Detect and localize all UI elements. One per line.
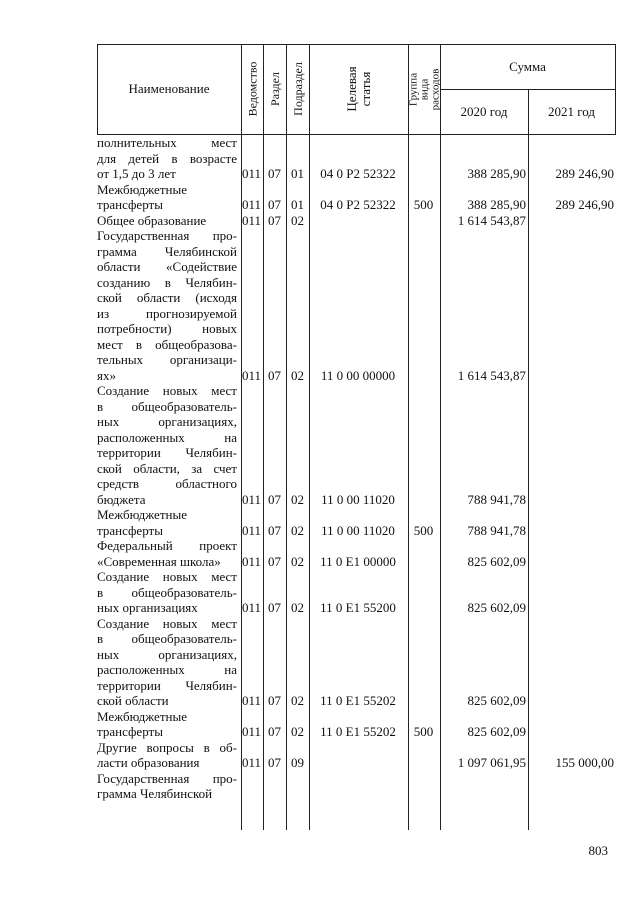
row-name-line: ской области (исходя [97, 290, 237, 305]
row-celevaya: 11 0 00 00000 [320, 367, 396, 383]
row-podrazdel: 02 [291, 367, 304, 383]
row-razdel: 07 [268, 212, 281, 228]
row-razdel: 07 [268, 600, 281, 615]
row-name-line: трансферты [97, 522, 163, 538]
table-row [97, 709, 615, 740]
row-name-line: Федеральный проект [97, 538, 237, 553]
row-name-line: Государственная про- [97, 228, 237, 243]
row-name-line: области «Содействие [97, 259, 237, 274]
row-name-line: ласти образования [97, 755, 200, 770]
row-name-line: Государственная про- [97, 770, 237, 786]
row-vedomstvo: 011 [241, 553, 262, 569]
table-row [97, 616, 615, 709]
row-name-line: ской области, за счет [97, 460, 237, 476]
row-sum-2020: 825 602,09 [467, 553, 526, 569]
row-name-line: расположенных на [97, 662, 237, 677]
row-name [97, 616, 237, 709]
row-name-line: Межбюджетные [97, 708, 187, 724]
header-podrazdel: Подраздел [291, 62, 306, 116]
row-name-line: потребности) новых [97, 321, 237, 336]
row-razdel: 07 [268, 166, 281, 181]
row-name-line: от 1,5 до 3 лет [97, 166, 176, 181]
row-name-line: созданию в Челябин- [97, 274, 237, 290]
row-name-line: Создание новых мест [97, 569, 237, 584]
row-razdel: 07 [268, 522, 281, 538]
row-name-line: в общеобразователь- [97, 631, 237, 646]
row-sum-2020: 1 614 543,87 [457, 212, 526, 228]
row-name-line: ных организациях, [97, 414, 237, 429]
row-name [97, 538, 237, 569]
row-name-line: Другие вопросы в об- [97, 739, 237, 755]
row-celevaya: 11 0 E1 55202 [320, 693, 396, 708]
row-name [97, 383, 237, 507]
table-row [97, 228, 615, 383]
row-razdel: 07 [268, 553, 281, 569]
row-sum-2020: 825 602,09 [467, 724, 526, 739]
table-row [97, 213, 615, 229]
row-celevaya: 04 0 P2 52322 [320, 197, 396, 212]
row-celevaya: 11 0 00 11020 [321, 491, 395, 507]
row-sum-2020: 388 285,90 [467, 197, 526, 212]
row-celevaya: 04 0 P2 52322 [320, 166, 396, 181]
row-razdel: 07 [268, 197, 281, 212]
row-vedomstvo: 011 [241, 755, 262, 770]
row-sum-2021: 289 246,90 [555, 166, 614, 181]
header-gruppa: Группа вида расходов [407, 68, 442, 110]
table-row [97, 569, 615, 616]
row-name-line: ской области [97, 693, 169, 708]
row-name-line: из прогнозируемой [97, 305, 237, 321]
row-name-line: территории Челябин- [97, 677, 237, 693]
row-vedomstvo: 011 [241, 600, 262, 615]
row-name [97, 709, 237, 740]
row-vedomstvo: 011 [241, 166, 262, 181]
right-border [615, 44, 616, 135]
row-celevaya: 11 0 E1 00000 [320, 553, 396, 569]
row-sum-2020: 1 614 543,87 [457, 367, 526, 383]
row-sum-2020: 788 941,78 [467, 522, 526, 538]
row-podrazdel: 09 [291, 755, 304, 770]
row-name-line: Создание новых мест [97, 383, 237, 398]
row-name-line: ных организациях [97, 600, 198, 615]
header-year-2020: 2020 год [460, 103, 508, 119]
page-number: 803 [588, 843, 608, 858]
row-name-line: «Современная школа» [97, 553, 221, 569]
row-name [97, 135, 237, 182]
row-name-line: трансферты [97, 197, 163, 212]
row-razdel: 07 [268, 724, 281, 739]
table-row [97, 135, 615, 182]
table-row [97, 771, 615, 802]
row-name-line: Создание новых мест [97, 615, 237, 631]
row-name-line: для детей в возрасте [97, 150, 237, 166]
header-year-2021: 2021 год [548, 103, 595, 119]
row-name [97, 569, 237, 616]
row-vedomstvo: 011 [241, 522, 262, 538]
row-name-line: территории Челябин- [97, 445, 237, 460]
row-name-line: ях» [97, 367, 116, 383]
row-name-line: грамма Челябинской [97, 243, 237, 259]
row-sum-2020: 825 602,09 [467, 600, 526, 615]
row-name [97, 740, 237, 771]
table-row [97, 538, 615, 569]
row-name [97, 228, 237, 383]
row-name [97, 182, 237, 213]
row-name [97, 507, 237, 538]
row-name-line: трансферты [97, 724, 163, 739]
header-celevaya: Целевая статья [344, 66, 373, 112]
row-name-line: Общее образование [97, 212, 207, 228]
row-celevaya: 11 0 E1 55200 [320, 600, 396, 615]
row-podrazdel: 02 [291, 491, 304, 507]
row-podrazdel: 01 [291, 197, 304, 212]
row-vedomstvo: 011 [241, 693, 262, 708]
row-celevaya: 11 0 E1 55202 [320, 724, 396, 739]
row-name-line: мест в общеобразова- [97, 336, 237, 352]
row-podrazdel: 02 [291, 724, 304, 739]
row-sum-2020: 825 602,09 [467, 693, 526, 708]
header-razdel: Раздел [268, 72, 283, 106]
table-row [97, 383, 615, 507]
row-razdel: 07 [268, 755, 281, 770]
row-name-line: бюджета [97, 491, 146, 507]
row-vedomstvo: 011 [241, 367, 262, 383]
row-razdel: 07 [268, 693, 281, 708]
header-vedomstvo: Ведомство [245, 61, 260, 117]
row-sum-2021: 289 246,90 [555, 197, 614, 212]
row-name-line: средств областного [97, 476, 237, 491]
row-name-line: в общеобразователь- [97, 584, 237, 600]
row-name-line: тельных организаци- [97, 352, 237, 367]
row-vedomstvo: 011 [241, 724, 262, 739]
row-name-line: в общеобразователь- [97, 398, 237, 414]
row-name-line: ных организациях, [97, 646, 237, 662]
row-podrazdel: 02 [291, 600, 304, 615]
row-podrazdel: 02 [291, 553, 304, 569]
row-podrazdel: 02 [291, 212, 304, 228]
row-name-line: Межбюджетные [97, 181, 187, 197]
row-celevaya: 11 0 00 11020 [321, 522, 395, 538]
row-sum-2021: 155 000,00 [555, 755, 614, 770]
row-sum-2020: 1 097 061,95 [457, 755, 526, 770]
header-name: Наименование [128, 81, 210, 96]
row-name-line: грамма Челябинской [97, 786, 213, 801]
row-podrazdel: 02 [291, 522, 304, 538]
row-razdel: 07 [268, 491, 281, 507]
row-podrazdel: 01 [291, 166, 304, 181]
row-vedomstvo: 011 [241, 197, 262, 212]
row-vedomstvo: 011 [241, 491, 262, 507]
row-name-line: Межбюджетные [97, 507, 187, 522]
header-summa: Сумма [509, 58, 546, 74]
row-name-line: расположенных на [97, 429, 237, 445]
table-row [97, 182, 615, 213]
row-name [97, 213, 237, 229]
table-row [97, 507, 615, 538]
table-row [97, 740, 615, 771]
row-podrazdel: 02 [291, 693, 304, 708]
row-gruppa: 500 [413, 522, 434, 538]
row-gruppa: 500 [413, 724, 434, 739]
row-name-line: полнительных мест [97, 135, 237, 150]
row-gruppa: 500 [413, 197, 434, 212]
row-vedomstvo: 011 [241, 212, 262, 228]
row-sum-2020: 388 285,90 [467, 166, 526, 181]
row-sum-2020: 788 941,78 [467, 491, 526, 507]
row-razdel: 07 [268, 367, 281, 383]
row-name [97, 771, 237, 802]
